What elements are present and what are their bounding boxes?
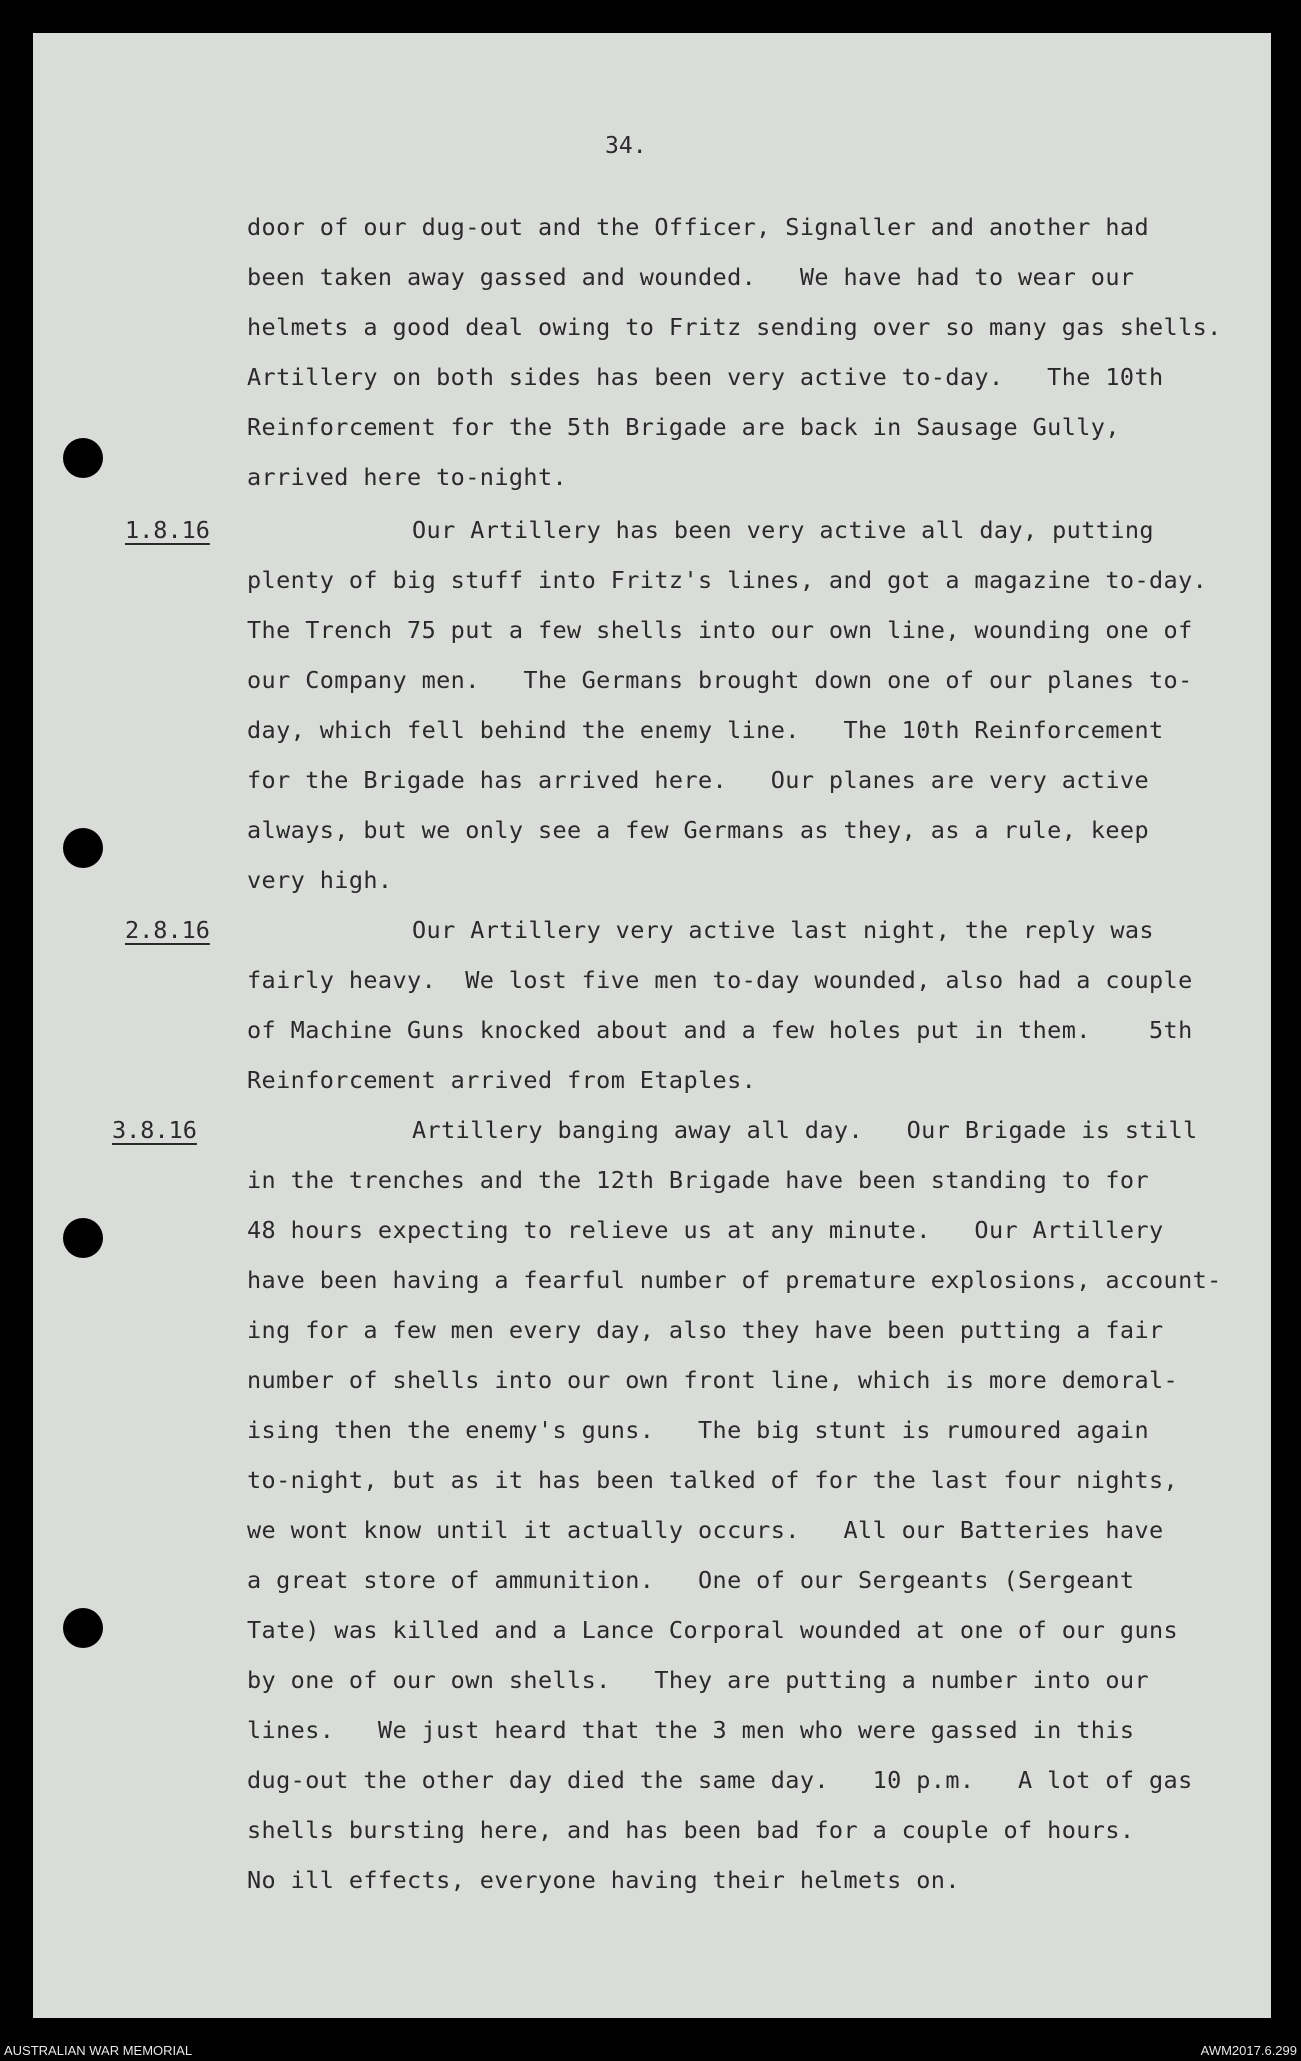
text-line: arrived here to-night. — [247, 463, 568, 491]
text-line: helmets a good deal owing to Fritz sending over so many gas shells. — [247, 313, 1222, 341]
text-line: for the Brigade has arrived here. Our planes are very active — [247, 766, 1149, 794]
text-line: of Machine Guns knocked about and a few holes put in them. 5th — [247, 1016, 1193, 1044]
text-line: by one of our own shells. They are putting a number into our — [247, 1666, 1149, 1694]
text-line: No ill effects, everyone having their helmets on. — [247, 1866, 960, 1894]
text-line: in the trenches and the 12th Brigade have been standing to for — [247, 1166, 1149, 1194]
text-line: very high. — [247, 866, 393, 894]
text-line: Our Artillery very active last night, the reply was — [412, 916, 1154, 944]
punch-hole — [63, 1218, 103, 1258]
text-line: shells bursting here, and has been bad for a couple of hours. — [247, 1816, 1135, 1844]
footer-left: AUSTRALIAN WAR MEMORIAL — [4, 2043, 193, 2058]
text-line: our Company men. The Germans brought down one of our planes to- — [247, 666, 1193, 694]
text-line: Our Artillery has been very active all day, putting — [412, 516, 1154, 544]
text-line: have been having a fearful number of premature explosions, account- — [247, 1266, 1222, 1294]
text-line: Reinforcement for the 5th Brigade are back in Sausage Gully, — [247, 413, 1120, 441]
punch-hole — [63, 828, 103, 868]
punch-hole — [63, 438, 103, 478]
text-line: been taken away gassed and wounded. We have had to wear our — [247, 263, 1135, 291]
text-line: a great store of ammunition. One of our Sergeants (Sergeant — [247, 1566, 1135, 1594]
text-line: day, which fell behind the enemy line. The 10th Reinforcement — [247, 716, 1164, 744]
text-line: door of our dug-out and the Officer, Signaller and another had — [247, 213, 1149, 241]
entry-date: 2.8.16 — [125, 916, 210, 944]
footer-right: AWM2017.6.299 — [1200, 2043, 1297, 2058]
punch-hole — [63, 1608, 103, 1648]
text-line: 48 hours expecting to relieve us at any minute. Our Artillery — [247, 1216, 1164, 1244]
text-line: Reinforcement arrived from Etaples. — [247, 1066, 757, 1094]
text-line: fairly heavy. We lost five men to-day wounded, also had a couple — [247, 966, 1193, 994]
entry-date: 1.8.16 — [125, 516, 210, 544]
text-line: we wont know until it actually occurs. All our Batteries have — [247, 1516, 1164, 1544]
text-line: Artillery banging away all day. Our Brigade is still — [412, 1116, 1198, 1144]
text-line: to-night, but as it has been talked of for the last four nights, — [247, 1466, 1179, 1494]
text-line: lines. We just heard that the 3 men who were gassed in this — [247, 1716, 1135, 1744]
text-line: ising then the enemy's guns. The big stunt is rumoured again — [247, 1416, 1149, 1444]
text-line: ing for a few men every day, also they have been putting a fair — [247, 1316, 1164, 1344]
text-line: dug-out the other day died the same day. 10 p.m. A lot of gas — [247, 1766, 1193, 1794]
text-line: always, but we only see a few Germans as they, as a rule, keep — [247, 816, 1149, 844]
text-line: number of shells into our own front line, which is more demoral- — [247, 1366, 1179, 1394]
text-line: plenty of big stuff into Fritz's lines, and got a magazine to-day. — [247, 566, 1208, 594]
page-number: 34. — [605, 133, 647, 159]
entry-date: 3.8.16 — [112, 1116, 197, 1144]
text-line: Artillery on both sides has been very active to-day. The 10th — [247, 363, 1164, 391]
text-line: Tate) was killed and a Lance Corporal wounded at one of our guns — [247, 1616, 1179, 1644]
text-line: The Trench 75 put a few shells into our own line, wounding one of — [247, 616, 1193, 644]
